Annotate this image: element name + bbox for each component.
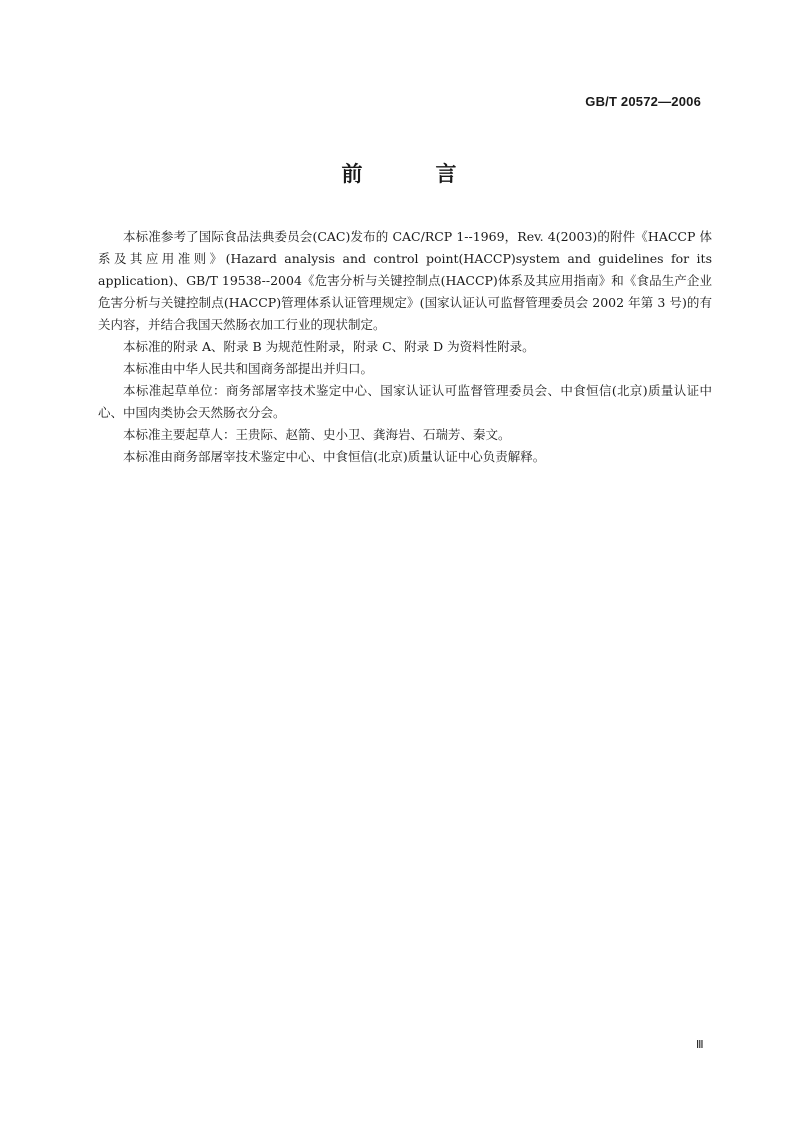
paragraph-interpretation: 本标准由商务部屠宰技术鉴定中心、中食恒信(北京)质量认证中心负责解释。 <box>123 449 546 464</box>
paragraph-references: 本标准参考了国际食品法典委员会(CAC)发布的 CAC/RCP 1--1969，Rev. 4(2003)的附件《HACCP 体系及其应用准则》(Hazard analysis and control point(HACCP)system and guidelines for its application)、GB/T 19538--2004《危害分析与关键控制点(HACCP)体系及其应用指南》和《食品生产企业危害分析与关键控制点(HACCP)管理体系认证管理规定》(国家认证认可监督管理委员会 2002 年第 3 号)的有关内容，并结合我国天然肠衣加工行业的现状制定。 <box>98 229 712 332</box>
standard-number: GB/T 20572—2006 <box>585 94 701 109</box>
paragraph-drafting-units: 本标准起草单位：商务部屠宰技术鉴定中心、国家认证认可监督管理委员会、中食恒信(北京)质量认证中心、中国肉类协会天然肠衣分会。 <box>98 383 712 420</box>
paragraph-drafters: 本标准主要起草人：王贵际、赵箭、史小卫、龚海岩、石瑞芳、秦文。 <box>123 427 511 442</box>
paragraph-appendices: 本标准的附录 A、附录 B 为规范性附录，附录 C、附录 D 为资料性附录。 <box>123 339 535 354</box>
paragraph-proposer: 本标准由中华人民共和国商务部提出并归口。 <box>123 361 374 376</box>
foreword-body <box>98 226 712 468</box>
page-title: 前 言 <box>341 162 483 186</box>
page-number: Ⅲ <box>696 1039 704 1051</box>
